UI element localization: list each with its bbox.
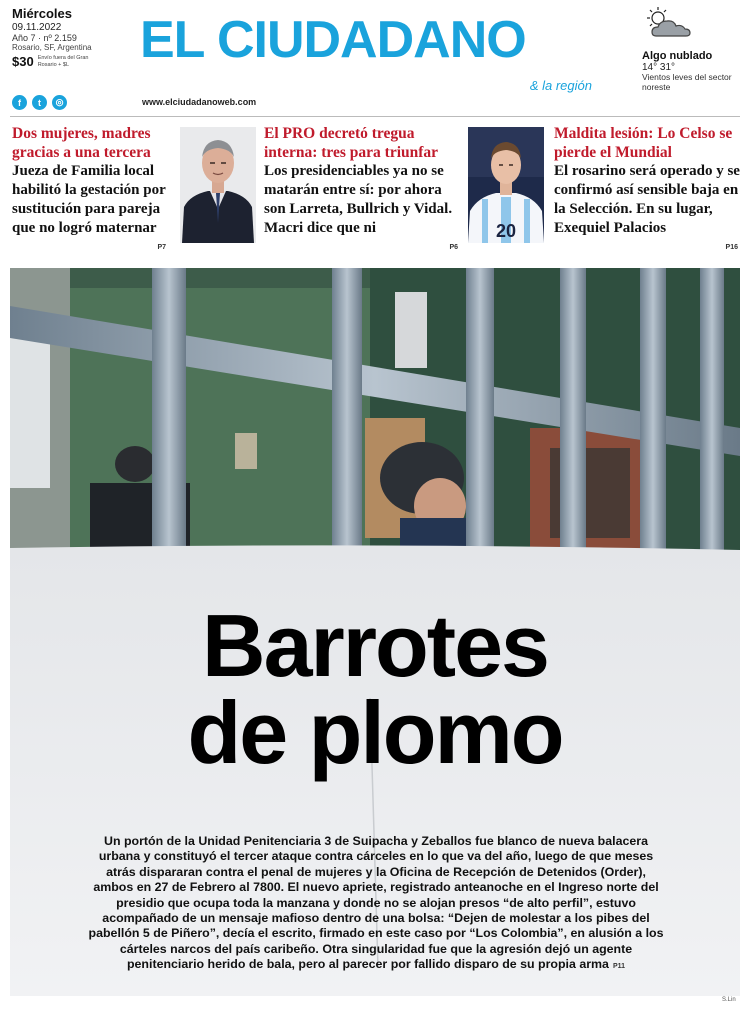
edition-number: Año 7 · nº 2.159 xyxy=(12,33,77,43)
teaser-page: P7 xyxy=(157,244,166,251)
website-link[interactable]: www.elciudadanoweb.com xyxy=(142,97,257,107)
politician-photo xyxy=(180,127,256,243)
masthead-region: & la región xyxy=(529,78,592,93)
teaser-title[interactable]: El PRO decretó tregua interna: tres para triunfar xyxy=(264,125,439,161)
price-row xyxy=(12,54,132,69)
teaser-page: P6 xyxy=(449,244,458,251)
facebook-icon[interactable]: f xyxy=(12,95,27,110)
teaser-title[interactable]: Dos mujeres, madres gracias a una tercera xyxy=(12,125,151,161)
teaser-lo-celso[interactable] xyxy=(554,125,740,255)
edition-date: 09.11.2022 xyxy=(12,22,62,33)
teaser-title[interactable]: Maldita lesión: Lo Celso se pierde el Mundial xyxy=(554,125,733,161)
edition-info xyxy=(12,6,132,69)
weather-temp: 14° 31° xyxy=(642,62,676,73)
edition-day: Miércoles xyxy=(12,6,72,21)
partly-cloudy-icon xyxy=(642,6,694,42)
teaser-surrogacy[interactable] xyxy=(12,125,168,255)
teaser-page: P16 xyxy=(725,244,738,251)
footballer-photo xyxy=(468,127,544,243)
teaser-body: El rosarino será operado y se confirmó así sensible baja en la Selección. En su lugar, Exequiel Palacios xyxy=(554,163,740,237)
masthead-logo[interactable]: EL CIUDADANO xyxy=(140,11,526,69)
weather-state: Algo nublado xyxy=(642,50,713,62)
headline-line-1[interactable]: Barrotes xyxy=(202,596,548,695)
edition-location: Rosario, SF, Argentina xyxy=(12,43,92,52)
lead-text: Un portón de la Unidad Penitenciaria 3 de Suipacha y Zeballos fue blanco de nueva balacera urbana y constituyó el tercer ataque contra cárceles en lo que va del año, luego de que meses atrás dispararan contra el penal de mujeres y la Oficina de Recepción de Detenidos (Order), ambos en 27 de Febrero al 7800. El nuevo apriete, registrado anteanoche en el Ingreso norte del presidio que ocupa toda la manzana y donde no se alojan presos “de alto perfil”, estuvo acompañado de un mensaje mafioso dentro de una bolsa: “Dejen de molestar a los pibes del pabellón 5 de Piñero”, decía el escrito, firmado en este caso por “Los Colombia”, en alusión a los cárteles narcos del país caribeño. Otra singularidad fue que la agresión dejó un agente penitenciario herido de bala, pero al parecer por fallido disparo de su propia arma xyxy=(88,834,664,971)
lead-page: P11 xyxy=(612,963,626,970)
header-divider xyxy=(10,116,740,117)
instagram-icon[interactable]: ◎ xyxy=(52,95,67,110)
main-headline[interactable] xyxy=(0,596,750,783)
main-lead xyxy=(86,834,666,972)
price-note: Envío fuera del Gran Rosario + $L xyxy=(37,55,89,68)
weather-box xyxy=(642,6,746,93)
social-links xyxy=(12,95,67,110)
headline-line-2[interactable]: de plomo xyxy=(187,683,563,783)
teaser-body: Jueza de Familia local habilitó la gestación por sustitución para pareja que no logró maternar xyxy=(12,163,166,237)
price: $30 xyxy=(12,54,34,69)
photo-credit: S.Lin xyxy=(722,997,736,1003)
weather-note: Vientos leves del sector noreste xyxy=(642,72,732,92)
masthead[interactable] xyxy=(140,11,600,93)
teaser-pro[interactable] xyxy=(264,125,460,255)
jersey-number: 20 xyxy=(495,221,517,241)
teaser-body: Los presidenciables ya no se matarán entre sí: por ahora son Larreta, Bullrich y Vidal. Macri dice que ni xyxy=(264,163,453,237)
twitter-icon[interactable]: t xyxy=(32,95,47,110)
